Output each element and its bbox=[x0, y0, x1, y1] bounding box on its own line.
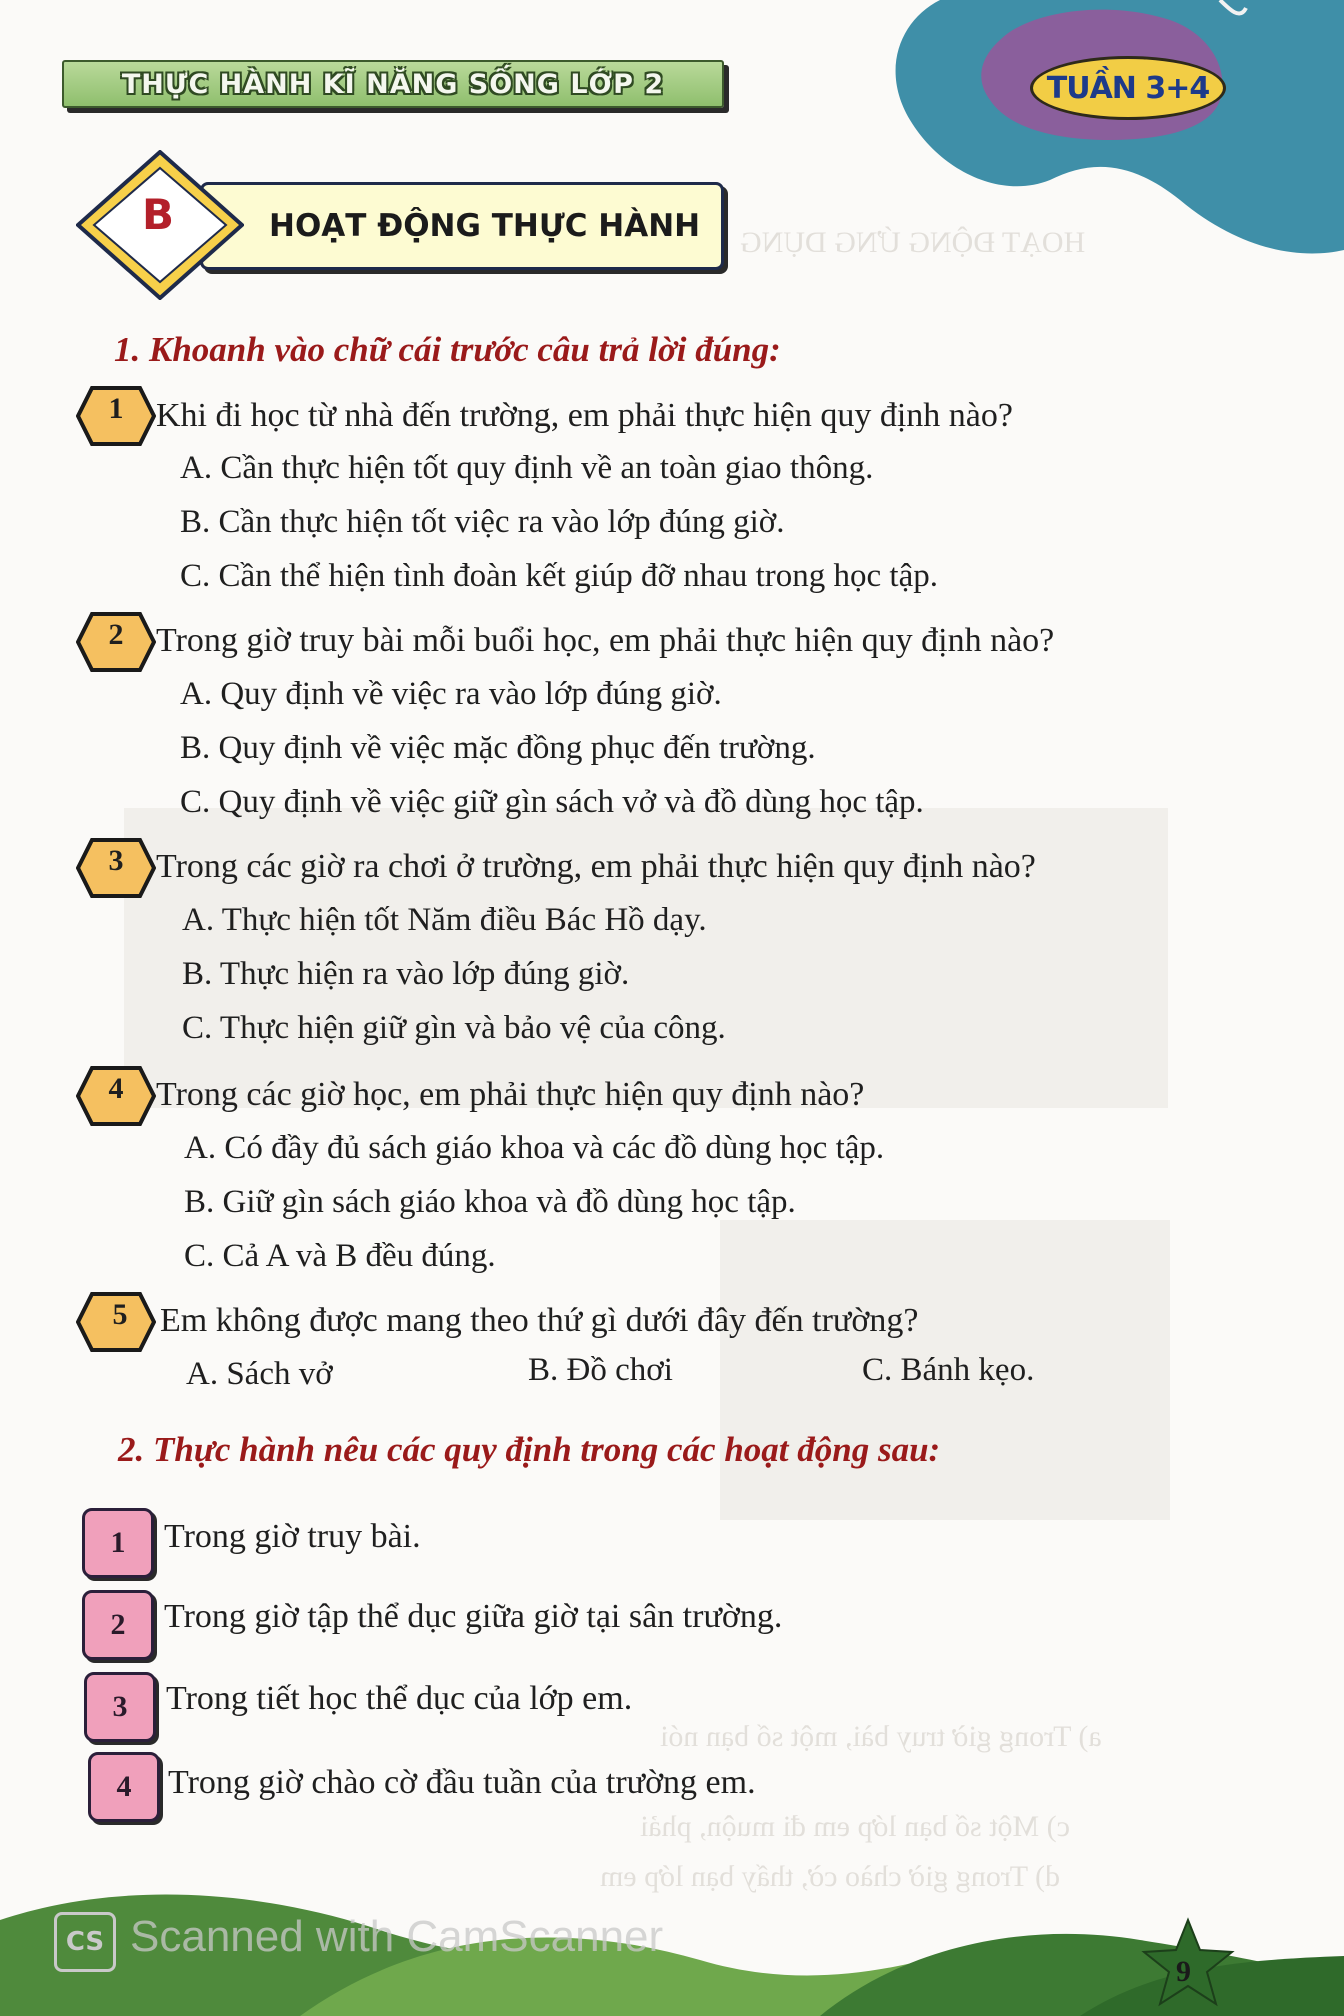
answer-option[interactable]: A. Có đầy đủ sách giáo khoa và các đồ dùng học tập. bbox=[184, 1130, 885, 1166]
answer-option[interactable]: C. Cần thể hiện tình đoàn kết giúp đỡ nhau trong học tập. bbox=[180, 558, 938, 594]
answer-option[interactable]: B. Đồ chơi bbox=[528, 1352, 673, 1388]
page-number: 9 bbox=[1176, 1955, 1191, 1988]
practice-number-marker bbox=[82, 1508, 154, 1578]
week-badge-label: TUẦN 3+4 bbox=[1046, 70, 1210, 106]
question-number: 5 bbox=[112, 1298, 128, 1331]
section-title: HOẠT ĐỘNG THỰC HÀNH bbox=[269, 208, 701, 244]
question-text: Trong các giờ học, em phải thực hiện quy định nào? bbox=[156, 1076, 865, 1113]
bleed-through-text: c) Một số bạn lớp em đi muộn, phải bbox=[640, 1810, 1070, 1843]
question-number: 4 bbox=[108, 1072, 124, 1105]
question-text: Em không được mang theo thứ gì dưới đây đến trường? bbox=[160, 1302, 919, 1339]
practice-number: 3 bbox=[112, 1690, 128, 1723]
practice-number-marker bbox=[88, 1752, 160, 1822]
answer-option[interactable]: C. Cả A và B đều đúng. bbox=[184, 1238, 496, 1274]
practice-number-marker bbox=[84, 1672, 156, 1742]
camscanner-watermark: Scanned with CamScanner bbox=[130, 1912, 664, 1961]
bleed-through-text: a) Trong giờ truy bài, một số bạn nói bbox=[660, 1720, 1102, 1753]
question-text: Trong các giờ ra chơi ở trường, em phải thực hiện quy định nào? bbox=[156, 848, 1036, 885]
answer-option[interactable]: C. Thực hiện giữ gìn và bảo vệ của công. bbox=[182, 1010, 726, 1046]
practice-item-text: Trong giờ tập thể dục giữa giờ tại sân trường. bbox=[164, 1598, 783, 1635]
corner-decoration bbox=[880, 0, 1344, 260]
question-number: 1 bbox=[108, 392, 124, 425]
answer-option[interactable]: C. Bánh kẹo. bbox=[862, 1352, 1035, 1388]
answer-option[interactable]: B. Cần thực hiện tốt việc ra vào lớp đúng giờ. bbox=[180, 504, 785, 540]
series-title-banner bbox=[62, 60, 724, 108]
answer-option[interactable]: B. Quy định về việc mặc đồng phục đến trường. bbox=[180, 730, 816, 766]
practice-number-marker bbox=[82, 1590, 154, 1660]
answer-option[interactable]: A. Sách vở bbox=[186, 1356, 333, 1392]
section-letter: B bbox=[142, 190, 175, 239]
question-text: Trong giờ truy bài mỗi buổi học, em phải thực hiện quy định nào? bbox=[156, 622, 1055, 659]
bleed-through-text: HOẠT ĐỘNG ỨNG DỤNG bbox=[740, 226, 1086, 259]
series-title: THỰC HÀNH KĨ NĂNG SỐNG LỚP 2 bbox=[121, 68, 665, 100]
practice-number: 2 bbox=[110, 1608, 126, 1641]
question-number: 3 bbox=[108, 844, 124, 877]
answer-option[interactable]: C. Quy định về việc giữ gìn sách vở và đồ dùng học tập. bbox=[180, 784, 924, 820]
bleed-through-text: d) Trong giờ chào cờ, thấy bạn lớp em bbox=[600, 1860, 1061, 1893]
question-number: 2 bbox=[108, 618, 124, 651]
answer-option[interactable]: B. Thực hiện ra vào lớp đúng giờ. bbox=[182, 956, 630, 992]
practice-number: 1 bbox=[110, 1526, 126, 1559]
camscanner-logo-text: CS bbox=[65, 1927, 105, 1957]
camscanner-logo bbox=[54, 1912, 116, 1972]
practice-item-text: Trong giờ truy bài. bbox=[164, 1518, 421, 1555]
answer-option[interactable]: A. Cần thực hiện tốt quy định về an toàn giao thông. bbox=[180, 450, 874, 486]
practice-item-text: Trong tiết học thể dục của lớp em. bbox=[166, 1680, 633, 1717]
section-title-bar bbox=[200, 182, 724, 270]
exercise-2-heading: 2. Thực hành nêu các quy định trong các hoạt động sau: bbox=[118, 1430, 941, 1469]
practice-number: 4 bbox=[116, 1770, 132, 1803]
week-badge bbox=[1030, 56, 1226, 120]
answer-option[interactable]: B. Giữ gìn sách giáo khoa và đồ dùng học tập. bbox=[184, 1184, 796, 1220]
answer-option[interactable]: A. Quy định về việc ra vào lớp đúng giờ. bbox=[180, 676, 722, 712]
answer-option[interactable]: A. Thực hiện tốt Năm điều Bác Hồ dạy. bbox=[182, 902, 707, 938]
practice-item-text: Trong giờ chào cờ đầu tuần của trường em. bbox=[168, 1764, 756, 1801]
question-text: Khi đi học từ nhà đến trường, em phải thực hiện quy định nào? bbox=[156, 397, 1013, 434]
exercise-1-heading: 1. Khoanh vào chữ cái trước câu trả lời đúng: bbox=[114, 330, 781, 369]
